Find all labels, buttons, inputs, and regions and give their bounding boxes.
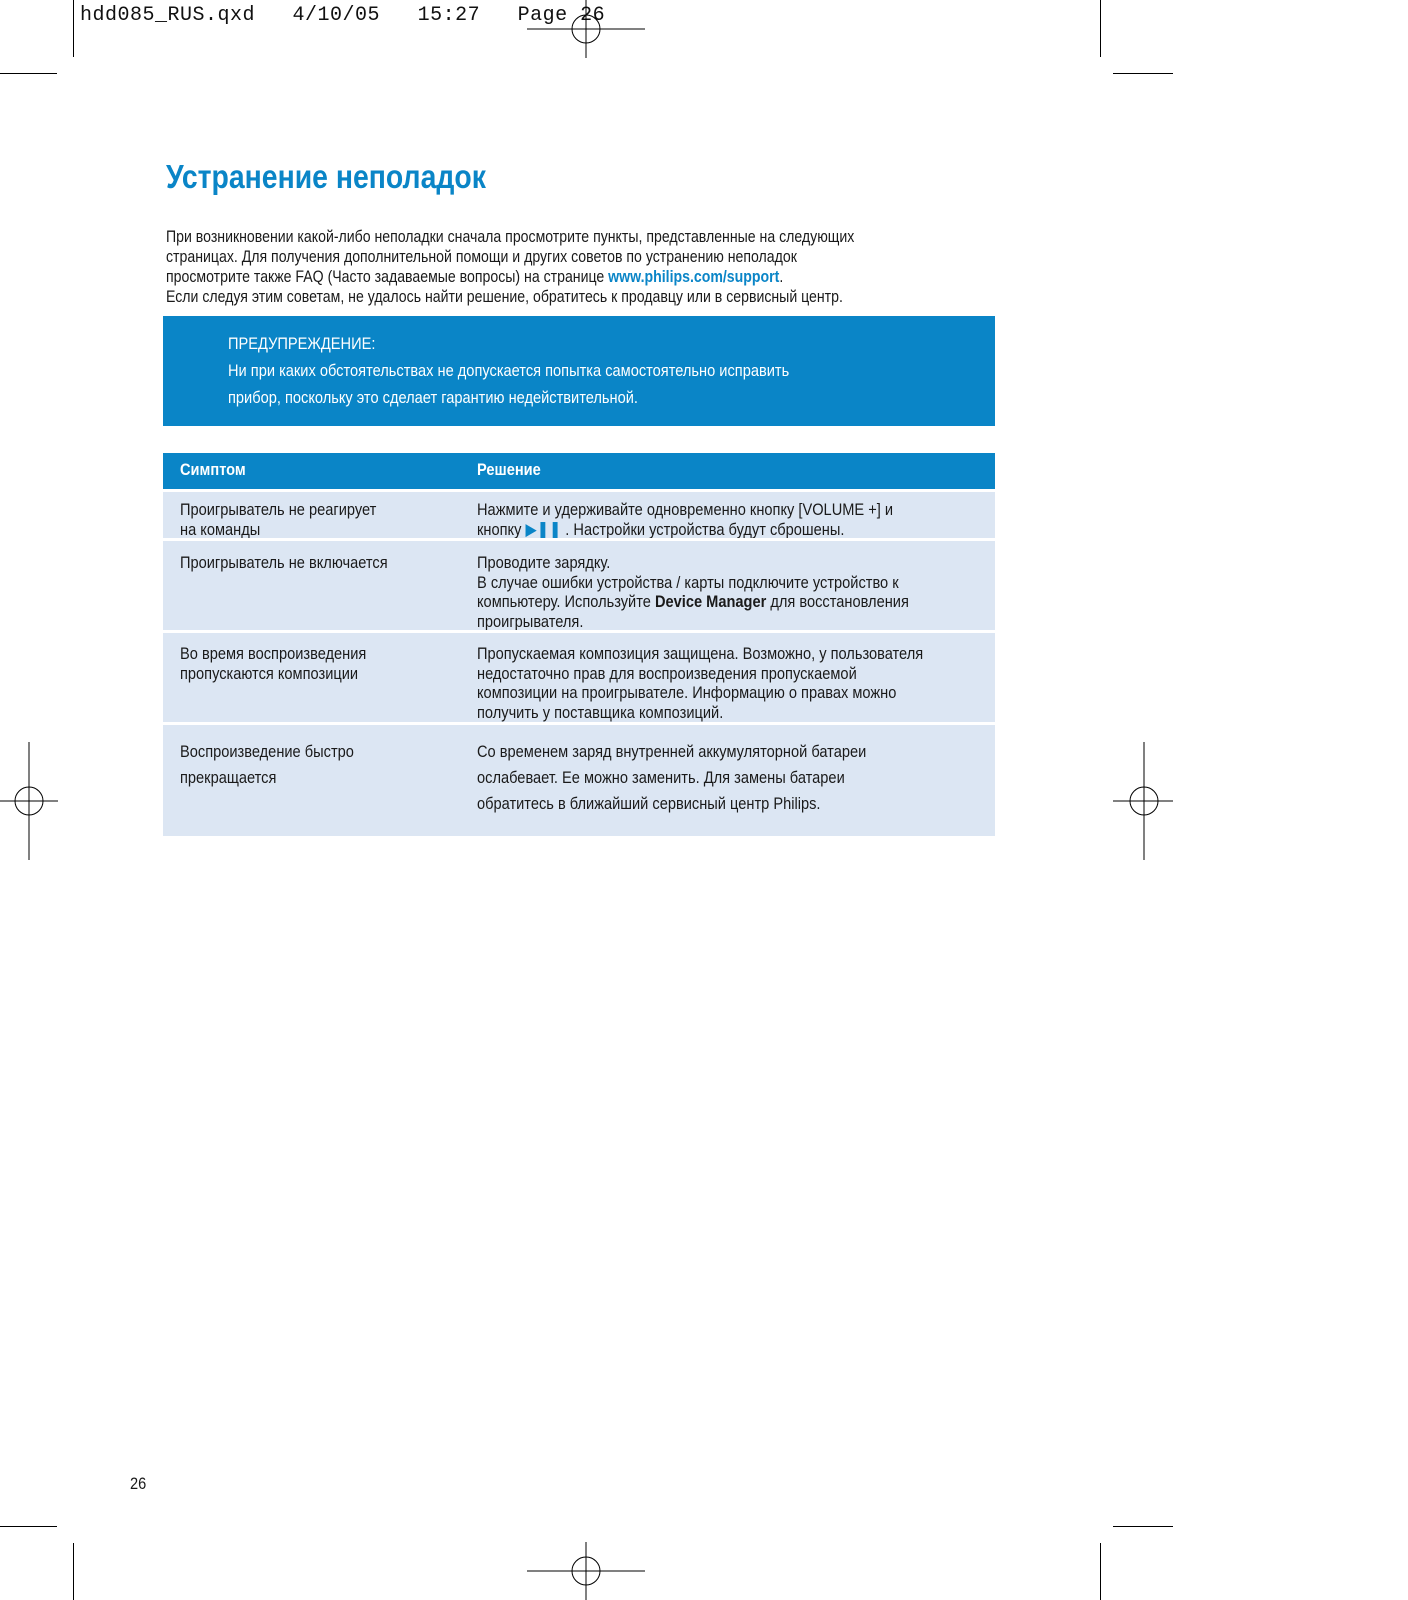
slug-time: 15:27	[417, 4, 481, 27]
solution-line: обратитесь в ближайший сервисный центр Philips.	[477, 794, 821, 813]
warning-line: прибор, поскольку это сделает гарантию недействительной.	[228, 388, 638, 407]
solution-text: компьютеру. Используйте	[477, 592, 655, 611]
symptom-cell	[180, 500, 376, 539]
crop-mark	[1100, 0, 1101, 57]
table-header	[163, 453, 995, 489]
solution-line: получить у поставщика композиций.	[477, 702, 724, 722]
solution-line: Пропускаемая композиция защищена. Возможно, у пользователя	[477, 644, 924, 663]
intro-line: При возникновении какой-либо неполадки сначала просмотрите пункты, представленные на следующих	[166, 227, 855, 246]
solution-line: проигрывателя.	[477, 611, 584, 631]
support-link[interactable]: www.philips.com/support	[608, 267, 780, 286]
crop-mark	[1113, 1526, 1173, 1527]
registration-mark-right	[1113, 742, 1173, 860]
solution-line: Нажмите и удерживайте одновременно кнопку [VOLUME +] и	[477, 500, 894, 519]
solution-line: недостаточно прав для воспроизведения пропускаемой	[477, 663, 857, 683]
solution-line: Со временем заряд внутренней аккумуляторной батареи	[477, 742, 867, 761]
symptom-line: Проигрыватель не реагирует	[180, 500, 377, 519]
solution-cell	[477, 500, 893, 539]
symptom-cell	[180, 644, 366, 683]
solution-text: для восстановления	[766, 592, 909, 611]
registration-mark-left	[0, 742, 60, 860]
symptom-cell	[180, 553, 388, 573]
table-row	[163, 630, 995, 722]
intro-text: .	[779, 267, 784, 286]
warning-box	[163, 316, 995, 426]
solution-cell	[477, 553, 909, 631]
symptom-line: Проигрыватель не включается	[180, 553, 388, 572]
registration-mark-bottom	[527, 1542, 647, 1600]
warning-heading: ПРЕДУПРЕЖДЕНИЕ:	[228, 334, 376, 353]
slug-page: Page 26	[517, 4, 606, 27]
registration-mark-top	[527, 0, 647, 58]
play-pause-icon: ▶❚❚	[525, 519, 562, 539]
intro-line: страницах. Для получения дополнительной помощи и других советов по устранению неполадок	[166, 247, 797, 266]
crop-mark	[73, 1543, 74, 1600]
troubleshooting-table	[163, 453, 995, 836]
intro-line: Если следуя этим советам, не удалось найти решение, обратитесь к продавцу или в сервисный центр.	[166, 287, 843, 306]
solution-cell	[477, 644, 923, 722]
symptom-line: пропускаются композиции	[180, 663, 359, 683]
symptom-cell	[180, 739, 354, 791]
symptom-line: на команды	[180, 519, 261, 539]
crop-mark	[0, 73, 57, 74]
table-row	[163, 489, 995, 538]
intro-line	[166, 267, 996, 287]
header-symptom: Симптом	[180, 460, 246, 479]
warning-line: Ни при каких обстоятельствах не допускается попытка самостоятельно исправить	[228, 361, 790, 380]
solution-line: В случае ошибки устройства / карты подключите устройство к	[477, 572, 899, 592]
solution-line: ослабевает. Ее можно заменить. Для замены батареи	[477, 768, 845, 787]
intro-text: просмотрите также FAQ (Часто задаваемые вопросы) на странице	[166, 267, 609, 286]
symptom-line: прекращается	[180, 768, 277, 787]
solution-text: . Настройки устройства будут сброшены.	[561, 519, 845, 539]
page-title: Устранение неполадок	[166, 158, 486, 195]
symptom-line: Во время воспроизведения	[180, 644, 367, 663]
crop-mark	[0, 1526, 57, 1527]
slug-date: 4/10/05	[292, 4, 381, 27]
symptom-line: Воспроизведение быстро	[180, 742, 354, 761]
solution-line: композиции на проигрывателе. Информацию о правах можно	[477, 683, 897, 702]
device-manager-label: Device Manager	[654, 592, 767, 611]
crop-mark	[1100, 1543, 1101, 1600]
solution-line	[477, 592, 909, 612]
page-number: 26	[130, 1474, 147, 1493]
solution-cell	[477, 739, 866, 817]
table-row	[163, 722, 995, 836]
solution-text: кнопку	[477, 519, 526, 539]
solution-line: Проводите зарядку.	[477, 553, 611, 572]
intro-paragraph	[166, 227, 996, 307]
header-solution: Решение	[477, 460, 541, 479]
table-row	[163, 538, 995, 630]
solution-line	[477, 520, 893, 540]
crop-mark	[1113, 73, 1173, 74]
slug-filename: hdd085_RUS.qxd	[80, 4, 256, 27]
crop-mark	[73, 0, 74, 57]
